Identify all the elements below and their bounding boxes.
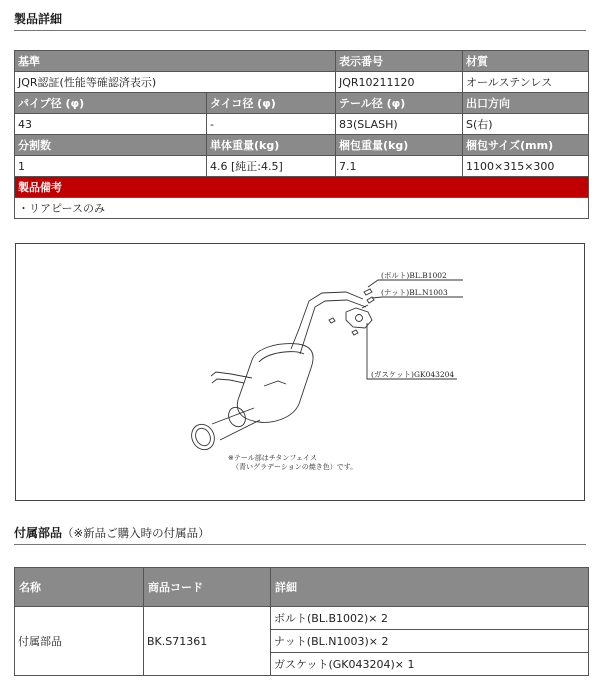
tail-pipe-upper xyxy=(212,408,254,424)
header-name: 名称 xyxy=(15,568,144,607)
header-material: 材質 xyxy=(463,51,589,72)
muffler-diagram xyxy=(15,243,585,501)
table-row xyxy=(15,568,589,607)
detail-nut: ナット(BL.N1003)× 2 xyxy=(271,630,589,653)
flange xyxy=(346,308,372,328)
table-row xyxy=(15,135,589,156)
muffler-body xyxy=(237,344,313,423)
value-package-weight: 7.1 xyxy=(336,156,463,177)
table-row xyxy=(15,156,589,177)
leader-nut xyxy=(372,297,463,298)
header-product-code: 商品コード xyxy=(144,568,271,607)
accessories-heading: 付属部品 xyxy=(14,526,63,540)
value-product-code: BK.S71361 xyxy=(144,607,271,676)
bolt xyxy=(364,289,372,295)
header-exit-direction: 出口方向 xyxy=(463,93,589,114)
muffler-illustration xyxy=(188,280,463,453)
header-remarks: 製品備考 xyxy=(15,177,589,198)
header-standard: 基準 xyxy=(15,51,336,72)
product-details-table xyxy=(14,50,589,219)
muffler-edge xyxy=(259,352,304,362)
accessories-subtitle: （※新品ご購入時の付属品） xyxy=(62,526,210,540)
value-name: 付属部品 xyxy=(15,607,144,676)
header-tail-diameter: テール径 (φ) xyxy=(336,93,463,114)
header-package-size: 梱包サイズ(mm) xyxy=(463,135,589,156)
header-split-count: 分割数 xyxy=(15,135,207,156)
value-display-number: JQR10211120 xyxy=(336,72,463,93)
header-package-weight: 梱包重量(kg) xyxy=(336,135,463,156)
value-exit-direction: S(右) xyxy=(463,114,589,135)
value-silencer-diameter: - xyxy=(207,114,336,135)
value-remarks: ・リアピースのみ xyxy=(15,198,589,219)
table-row xyxy=(15,607,589,630)
value-material: オールステンレス xyxy=(463,72,589,93)
note-line-1: ※テール部はチタンフェイス xyxy=(228,454,317,462)
header-silencer-diameter: タイコ径 (φ) xyxy=(207,93,336,114)
tail-pipe-lower xyxy=(220,420,260,440)
detail-gasket: ガスケット(GK043204)× 1 xyxy=(271,653,589,676)
table-row xyxy=(15,114,589,135)
table-row xyxy=(15,51,589,72)
hanger-center xyxy=(264,381,286,386)
leader-bolt xyxy=(368,280,463,287)
value-pipe-diameter: 43 xyxy=(15,114,207,135)
detail-bolt: ボルト(BL.B1002)× 2 xyxy=(271,607,589,630)
flange-hole xyxy=(356,315,363,322)
header-details: 詳細 xyxy=(271,568,589,607)
label-gasket: (ガスケット)GK043204 xyxy=(371,370,455,379)
value-unit-weight: 4.6 [純正:4.5] xyxy=(207,156,336,177)
bolt xyxy=(329,318,335,323)
table-row xyxy=(15,93,589,114)
accessories-divider xyxy=(14,544,586,545)
note-line-2: （青いグラデーションの焼き色）です。 xyxy=(232,463,358,471)
header-pipe-diameter: パイプ径 (φ) xyxy=(15,93,207,114)
tail-tip-inner xyxy=(193,426,213,448)
hanger-bracket-lower xyxy=(212,379,244,383)
accessories-title xyxy=(14,524,210,541)
label-bolt: (ボルト)BL.B1002 xyxy=(381,271,447,280)
value-split-count: 1 xyxy=(15,156,207,177)
value-tail-diameter: 83(SLASH) xyxy=(336,114,463,135)
product-details-title: 製品詳細 xyxy=(14,12,63,26)
accessories-table xyxy=(14,567,589,676)
muffler-drawing xyxy=(16,244,584,500)
nut xyxy=(352,330,358,335)
table-row xyxy=(15,177,589,198)
hanger-bracket xyxy=(211,372,252,378)
label-nut: (ナット)BL.N1003 xyxy=(381,288,448,297)
tail-tip-outer xyxy=(188,421,219,454)
table-row xyxy=(15,198,589,219)
header-display-number: 表示番号 xyxy=(336,51,463,72)
title-divider xyxy=(14,30,586,31)
value-package-size: 1100×315×300 xyxy=(463,156,589,177)
value-standard: JQR認証(性能等確認済表示) xyxy=(15,72,336,93)
tail-collar xyxy=(226,405,249,430)
table-row xyxy=(15,72,589,93)
header-unit-weight: 単体重量(kg) xyxy=(207,135,336,156)
